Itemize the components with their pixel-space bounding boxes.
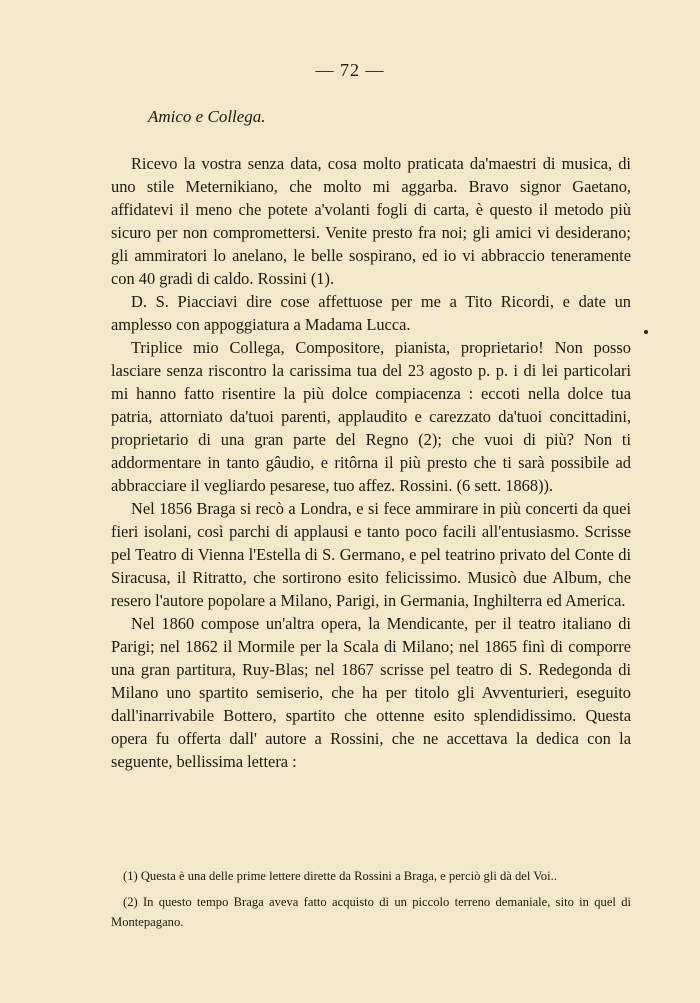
footnote-2: (2) In questo tempo Braga aveva fatto acquisto di un piccolo terreno demaniale, sito in quel di Montepagano. [111,895,631,929]
paragraph-second-letter: Triplice mio Collega, Compositore, pianista, proprietario! Non posso lasciare senza riscontro la carissima tua del 23 agosto p. p. i di lei particolari mi hanno fatto risentire la più dolce compiacenza : eccoti nella dolce tua patria, attorniato da'tuoi parenti, applaudito e carezzato da'tuoi concittadini, proprietario di una gran parte del Regno (2); che vuoi di più? Non ti addormentare in tanto gâudio, e ritôrna il più presto che ti sarà possibile ad abbracciare il vegliardo pesarese, tuo affez. Rossini. (6 sett. 1868)). [111,338,631,495]
page-number: — 72 — [315,60,385,80]
paragraph-1860: Nel 1860 compose un'altra opera, la Mendicante, per il teatro italiano di Parigi; nel 1862 il Mormile per la Scala di Milano; nel 1865 finì di comporre una gran partitura, Ruy-Blas; nel 1867 scrisse pel teatro di S. Redegonda di Milano uno spartito semiserio, che ha per titolo gli Avventurieri, eseguito dall'inarrivabile Bottero, spartito che ottenne esito splendidissimo. Questa opera fu offerta dall' autore a Rossini, che ne accettava la dedica con la seguente, bellissima lettera : [111,614,631,771]
margin-speck [644,330,648,334]
letter-salutation: Amico e Collega. [148,107,266,126]
paragraph-postscript: D. S. Piacciavi dire cose affettuose per me a Tito Ricordi, e date un amplesso con appoggiatura a Madama Lucca. [111,292,631,334]
paragraph-london: Nel 1856 Braga si recò a Londra, e si fece ammirare in più concerti da quei fieri isolani, così parchi di applausi e tanto poco facili all'entusiasmo. Scrisse pel Teatro di Vienna l'Estella di S. Germano, e pel teatrino privato del Conte di Siracusa, il Ritratto, che sortirono esito felicissimo. Musicò due Album, che resero l'autore popolare a Milano, Parigi, in Germania, Inghilterra ed America. [111,499,631,610]
body-text [111,152,631,773]
paragraph-letter-body: Ricevo la vostra senza data, cosa molto praticata da'maestri di musica, di uno stile Meternikiano, che molto mi aggarba. Bravo signor Gaetano, affidatevi il meno che potete a'volanti fogli di carta, è questo il metodo più sicuro per non compromettersi. Venite presto fra noi; gli amici vi desiderano; gli ammiratori lo anelano, le belle sospirano, ed io vi abbraccio teneramente con 40 gradi di caldo. Rossini (1). [111,154,631,288]
footnote-1: (1) Questa è una delle prime lettere dirette da Rossini a Braga, e perciò gli dà del Voi.. [123,869,557,883]
footnotes [111,866,631,938]
